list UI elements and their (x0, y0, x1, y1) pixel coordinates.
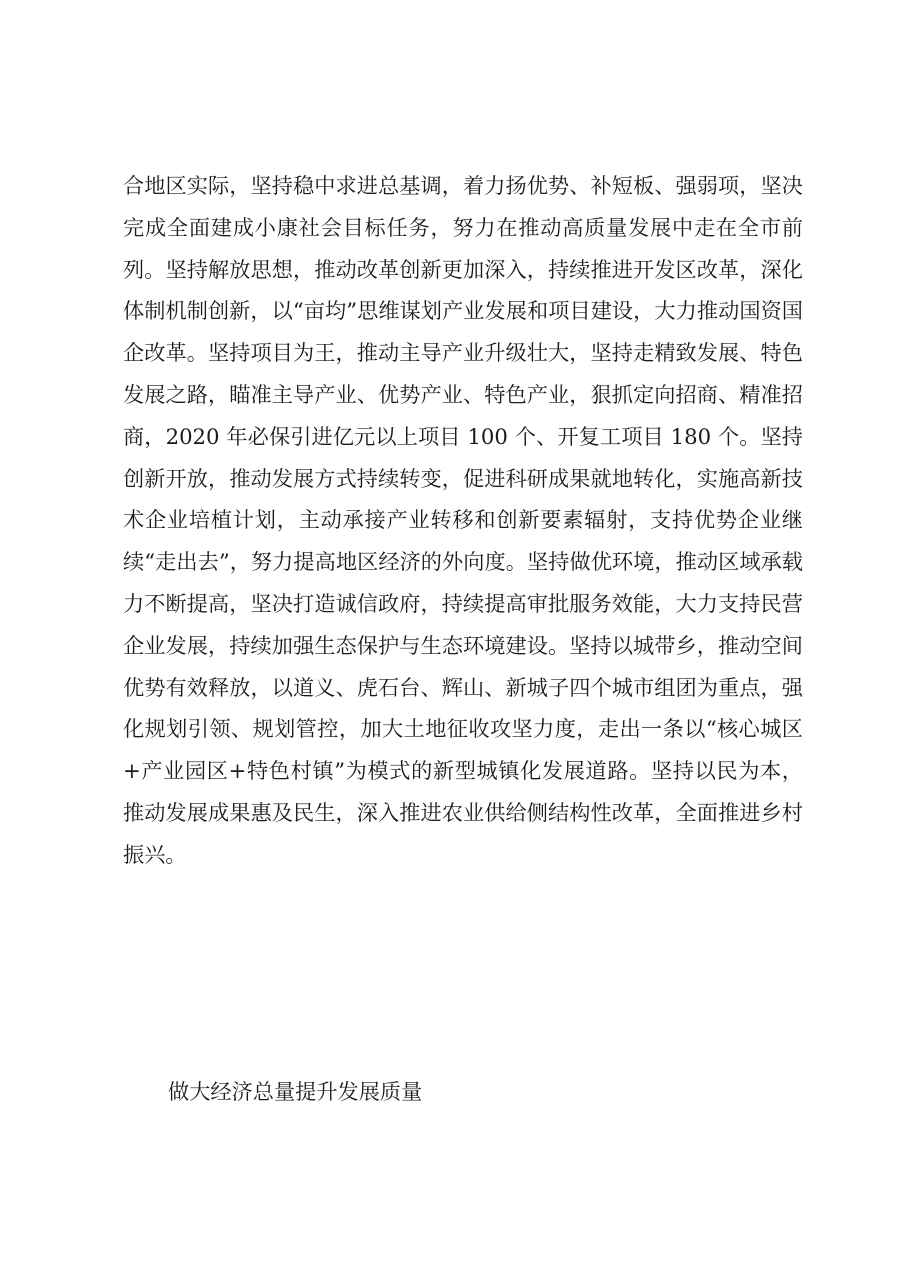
section-heading: 做大经济总量提升发展质量 (168, 1079, 423, 1104)
body-paragraph: 合地区实际，坚持稳中求进总基调，着力扬优势、补短板、强弱项，坚决完成全面建成小康社会目标任务，努力在推动高质量发展中走在全市前列。坚持解放思想，推动改革创新更加深入，持续推进开发区改革，深化体制机制创新，以“亩均”思维谋划产业发展和项目建设，大力推动国资国企改革。坚持项目为王，推动主导产业升级壮大，坚持走精致发展、特色发展之路，瞄准主导产业、优势产业、特色产业，狠抓定向招商、精准招商，2020 年必保引进亿元以上项目 100 个、开复工项目 180 个。坚持创新开放，推动发展方式持续转变，促进科研成果就地转化，实施高新技术企业培植计划，主动承接产业转移和创新要素辐射，支持优势企业继续“走出去”，努力提高地区经济的外向度。坚持做优环境，推动区域承载力不断提高，坚决打造诚信政府，持续提高审批服务效能，大力支持民营企业发展，持续加强生态保护与生态环境建设。坚持以城带乡，推动空间优势有效释放，以道义、虎石台、辉山、新城子四个城市组团为重点，强化规划引领、规划管控，加大土地征收攻坚力度，走出一条以“核心城区+产业园区+特色村镇”为模式的新型城镇化发展道路。坚持以民为本，推动发展成果惠及民生，深入推进农业供给侧结构性改革，全面推进乡村振兴。 (123, 173, 803, 867)
